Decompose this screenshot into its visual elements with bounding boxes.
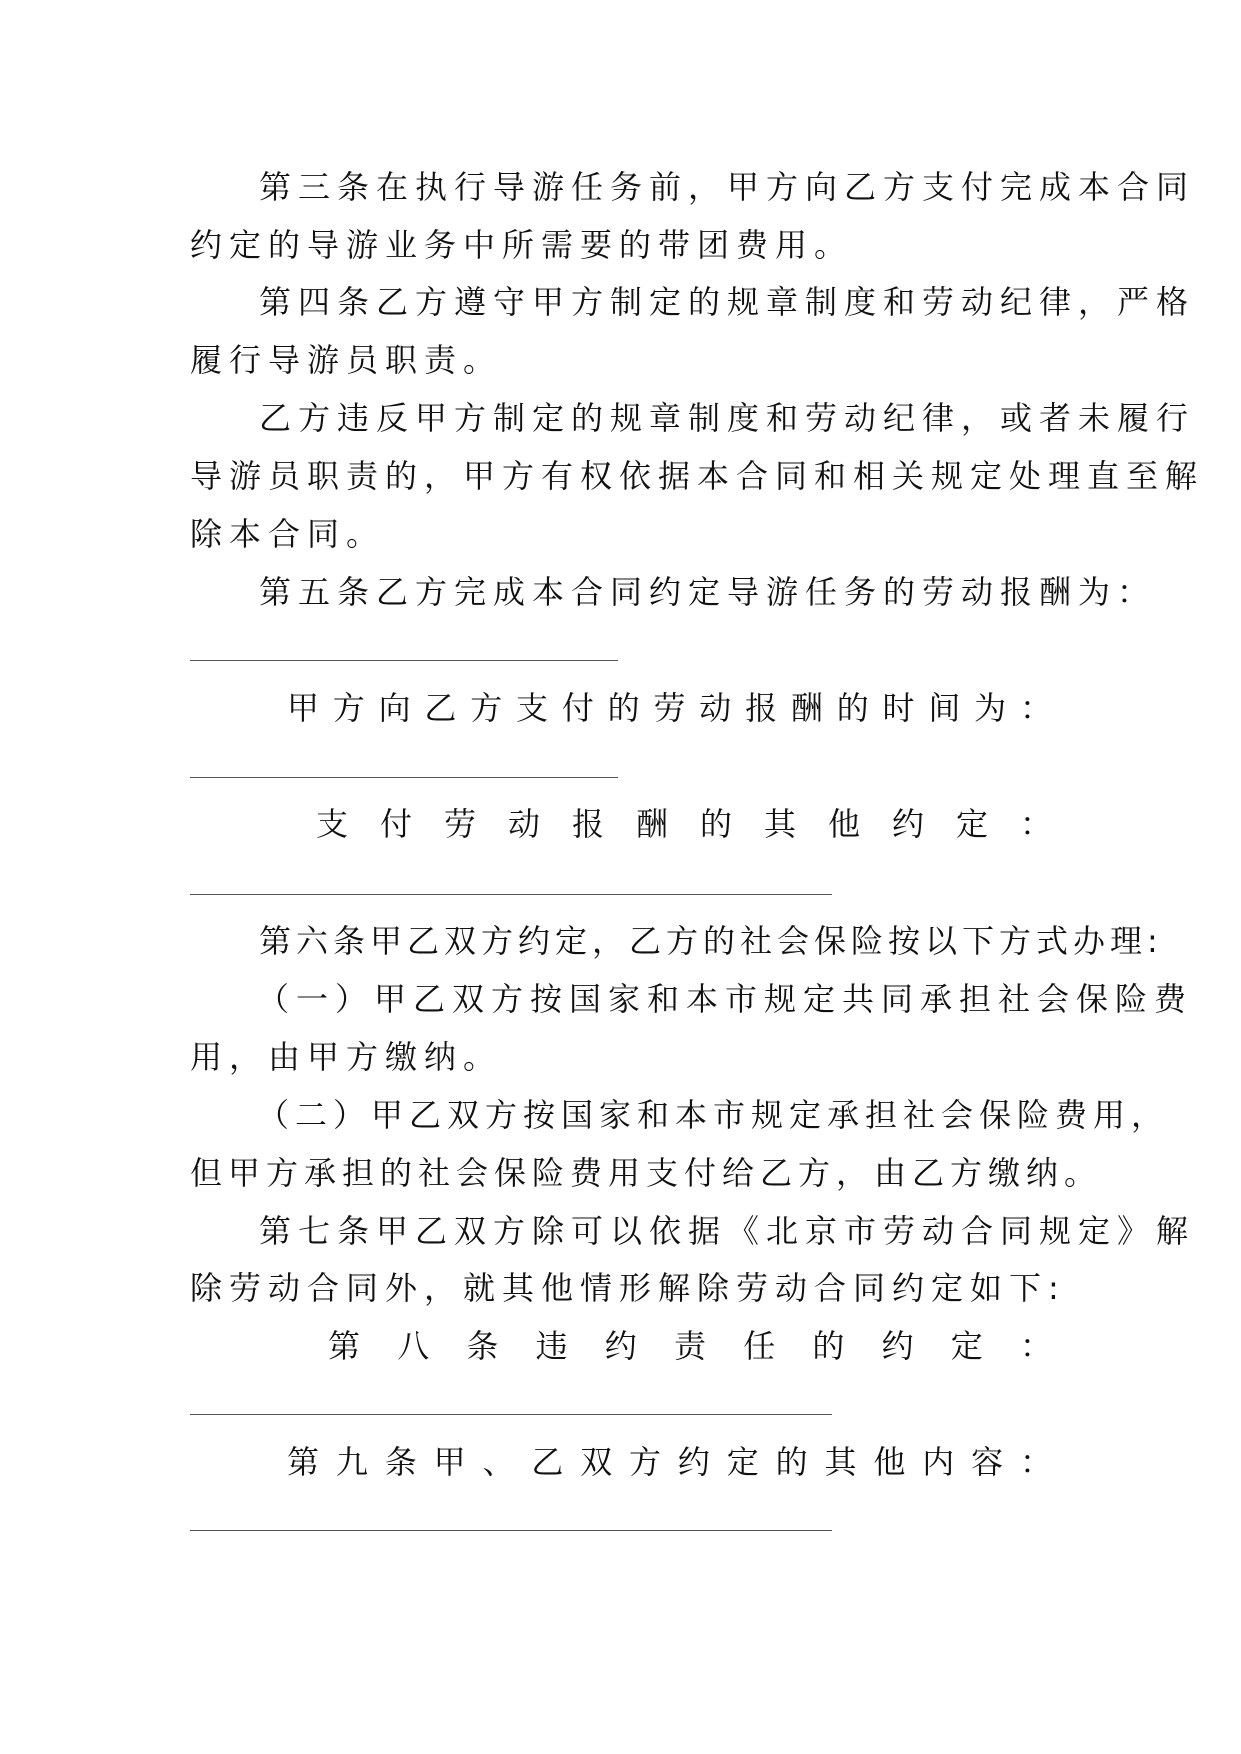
article-8-line: 第八条违约责任的约定： [328,1327,1052,1365]
article-4-line-2: 履行导游员职责。 [190,341,503,379]
other-payment-terms-line: 支付劳动报酬的其他约定： [316,805,1052,843]
article-9-line: 第九条甲、乙双方约定的其他内容： [287,1443,1052,1481]
article-4-line-1: 第四条乙方遵守甲方制定的规章制度和劳动纪律，严格 [259,283,1196,321]
fill-in-blank [190,894,832,895]
option-2-line-2: 但甲方承担的社会保险费用支付给乙方，由乙方缴纳。 [190,1154,1103,1192]
article-5-line: 第五条乙方完成本合同约定导游任务的劳动报酬为： [259,573,1157,611]
fill-in-blank [190,1530,832,1531]
article-7-line-2: 除劳动合同外，就其他情形解除劳动合同约定如下: [190,1269,1066,1307]
payment-time-line: 甲方向乙方支付的劳动报酬的时间为： [287,689,1052,727]
article-6-line: 第六条甲乙双方约定，乙方的社会保险按以下方式办理: [259,922,1163,960]
article-3-line-2: 约定的导游业务中所需要的带团费用。 [190,226,854,264]
fill-in-blank [190,660,618,661]
violation-line-1: 乙方违反甲方制定的规章制度和劳动纪律，或者未履行 [259,399,1196,437]
article-7-line-1: 第七条甲乙双方除可以依据《北京市劳动合同规定》解 [259,1212,1196,1250]
violation-line-2: 导游员职责的，甲方有权依据本合同和相关规定处理直至解 [190,457,1205,495]
option-2-line-1: （二）甲乙双方按国家和本市规定承担社会保险费用， [257,1096,1170,1134]
option-1-line-1: （一）甲乙双方按国家和本市规定共同承担社会保险费 [257,980,1194,1018]
option-1-line-2: 用，由甲方缴纳。 [190,1038,503,1076]
article-3-line-1: 第三条在执行导游任务前，甲方向乙方支付完成本合同 [259,168,1196,206]
fill-in-blank [190,1414,832,1415]
violation-line-3: 除本合同。 [190,515,386,553]
fill-in-blank [190,777,618,778]
